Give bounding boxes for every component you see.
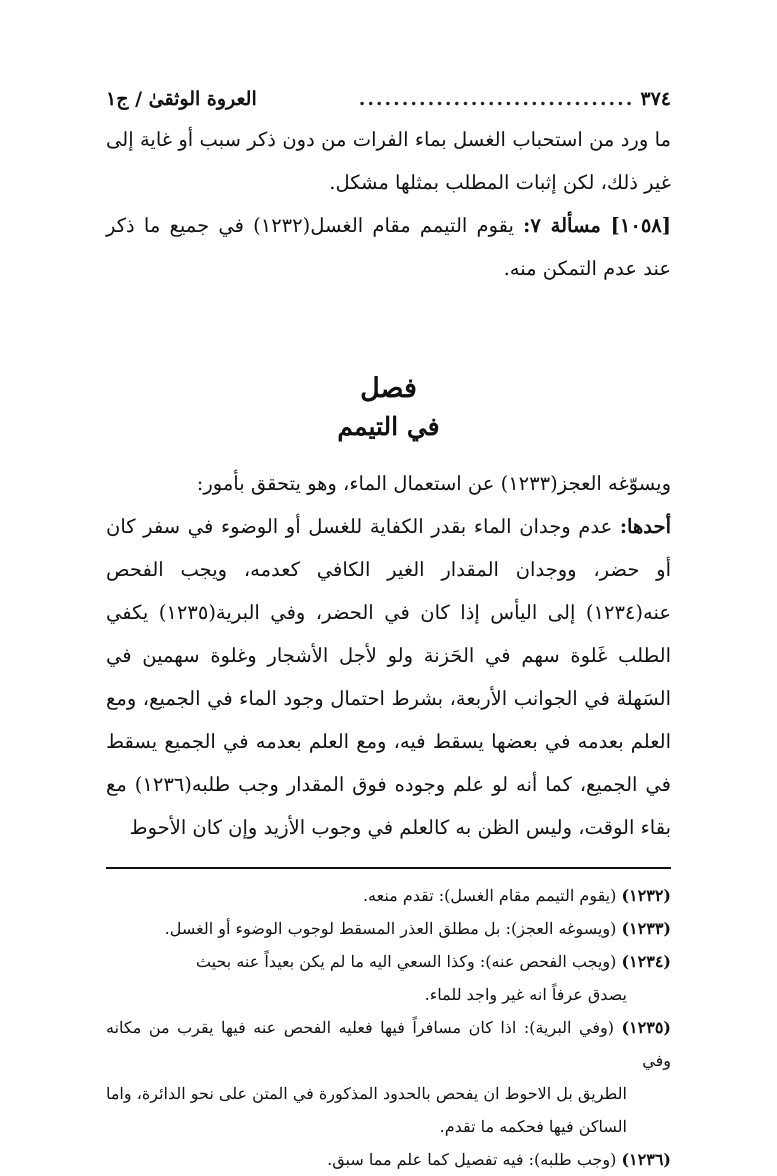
running-title: العروة الوثقىٰ / ج١: [106, 88, 257, 110]
chapter-subtitle: في التيمم: [337, 412, 440, 441]
intro-paragraph: ويسوّغه العجز(١٢٣٣) عن استعمال الماء، وهو يتحقق بأمور:: [196, 472, 671, 495]
footnote: [106, 1143, 671, 1176]
footnote-number: (١٢٣٤): [621, 952, 671, 971]
footnote-text: (ويجب الفحص عنه): وكذا السعي اليه ما لم يكن بعيداً عنه بحيث: [195, 952, 622, 971]
footnote-continuation: الطريق بل الاحوط ان يفحص بالحدود المذكورة في المتن على نحو الدائرة، واما الساكن فيها فحكمه ما تقدم.: [105, 1084, 627, 1136]
footnote-number: (١٢٣٥): [621, 1018, 671, 1037]
footnote-number: (١٢٣٣): [621, 919, 671, 938]
issue-label: [١٠٥٨] مسألة ٧:: [523, 214, 672, 237]
footnote: [106, 1011, 671, 1143]
page-header: [106, 88, 671, 118]
header-dot-leader: ................................: [358, 88, 635, 110]
footnote-text: (وفي البرية): اذا كان مسافراً فيها فعليه الفحص عنه فيها يقرب من مكانه وفي: [106, 1018, 671, 1070]
footnote-text: (ويسوغه العجز): بل مطلق العذر المسقط لوجوب الوضوء أو الغسل.: [164, 919, 622, 938]
chapter-title: فصل: [360, 373, 417, 404]
section-spacer: [106, 290, 671, 370]
footnote-text: (وجب طلبه): فيه تفصيل كما علم مما سبق.: [327, 1150, 622, 1169]
paragraph-continuation: ما ورد من استحباب الغسل بماء الفرات من دون ذكر سبب أو غاية إلى غير ذلك، لكن إثبات المطلب بمثلها مشكل.: [106, 128, 671, 194]
footnotes: [106, 879, 671, 1176]
footnote-number: (١٢٣٢): [621, 886, 671, 905]
first-condition-text: عدم وجدان الماء بقدر الكفاية للغسل أو الوضوء في سفر كان أو حضر، ووجدان المقدار الغير الكافي كعدمه، ويجب الفحص عنه(١٢٣٤) إلى اليأس إذا كان في الحضر، وفي البرية(١٢٣٥) يكفي الطلب غَلوة سهم في الحَزنة ولو لأجل الأشجار وغلوة سهمين في السَهلة في الجوانب الأربعة، بشرط احتمال وجود الماء في الجميع، ومع العلم بعدمه في بعضها يسقط فيه، ومع العلم بعدمه في الجميع يسقط في الجميع، كما أنه لو علم وجوده فوق المقدار وجب طلبه(١٢٣٦) مع بقاء الوقت، وليس الظن به كالعلم في وجوب الأزيد وإن كان الأحوط: [106, 515, 671, 839]
footnote: [106, 879, 671, 912]
issue-paragraph: [106, 204, 671, 290]
first-condition-paragraph: [106, 505, 671, 849]
footnote: [106, 912, 671, 945]
footnote-text: (يقوم التيمم مقام الغسل): تقدم منعه.: [362, 886, 622, 905]
footnote-number: (١٢٣٦): [621, 1150, 671, 1169]
footnote: [106, 945, 671, 1011]
issue-text: يقوم التيمم مقام الغسل(١٢٣٢) في جميع ما ذكر عند عدم التمكن منه.: [106, 214, 671, 280]
first-condition-label: أحدها:: [619, 515, 671, 538]
page-number: ٣٧٤: [640, 88, 671, 110]
footnote-continuation: يصدق عرفاً انه غير واجد للماء.: [424, 985, 627, 1004]
footnote-separator: [106, 867, 671, 869]
